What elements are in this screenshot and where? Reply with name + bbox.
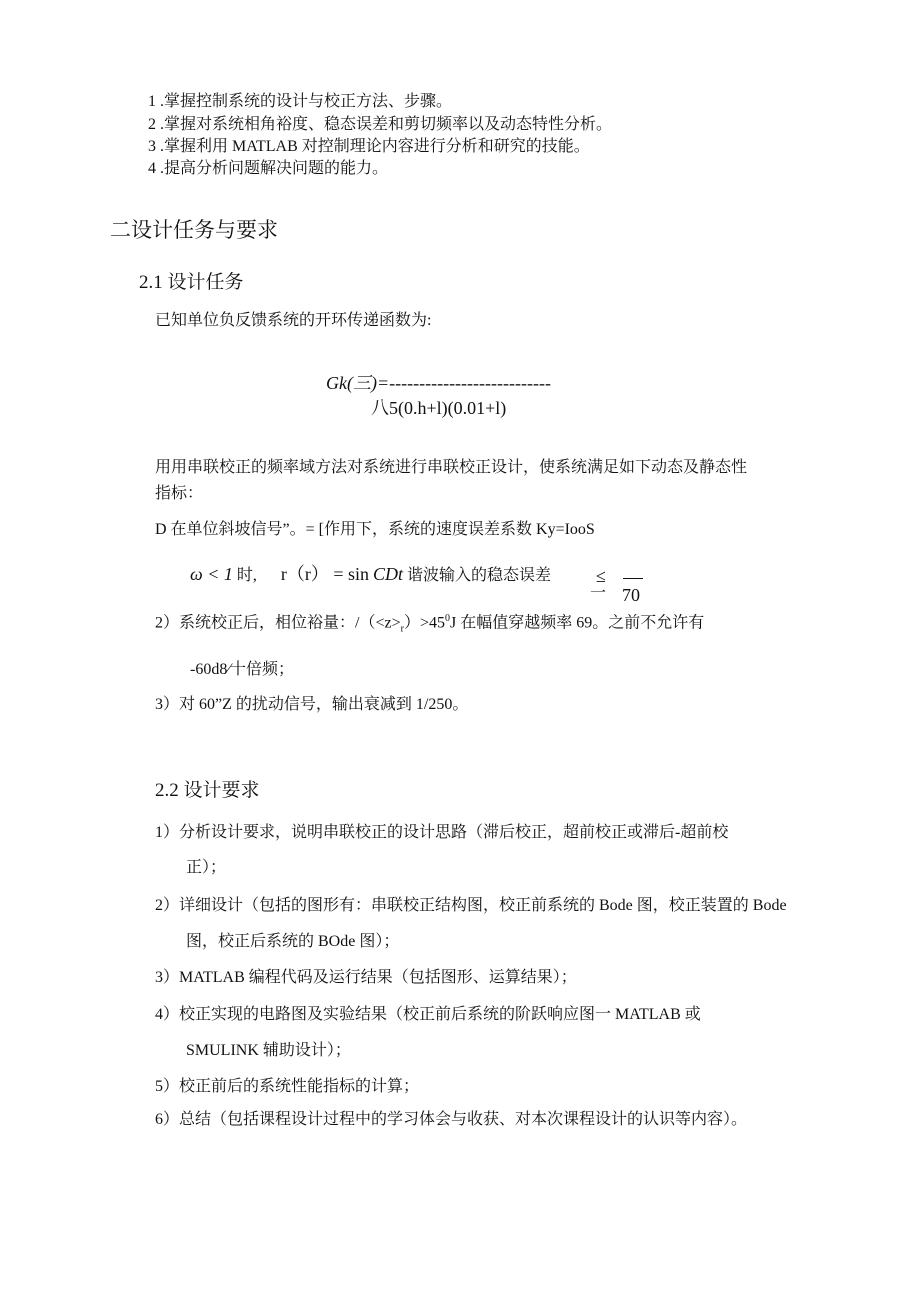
harmonic-text: 谐波输入的稳态误差	[407, 567, 552, 584]
fraction-line	[623, 578, 643, 579]
requirement-2	[155, 609, 704, 640]
design-req-3: 3）MATLAB 编程代码及运行结果（包括图形、运算结果）；	[155, 969, 577, 986]
objective-item-3: 3 .掌握利用 MATLAB 对控制理论内容进行分析和研究的技能。	[148, 138, 590, 155]
design-req-1-cont: 正）；	[186, 859, 227, 876]
formula-numerator	[326, 372, 551, 394]
objective-item-4: 4 .提高分析问题解决问题的能力。	[148, 160, 389, 177]
design-req-1: 1）分析设计要求，说明串联校正的设计思路（滞后校正，超前校正或滞后-超前校	[155, 824, 729, 841]
requirement-1: D 在单位斜坡信号”。= [作用下，系统的速度误差系数 Ky=IooS	[155, 521, 595, 538]
req2-part-b: ）>45	[403, 614, 445, 632]
requirement-1-harmonic	[190, 564, 551, 586]
req2-superscript: 0	[444, 613, 450, 624]
task-intro: 已知单位负反馈系统的开环传递函数为:	[155, 312, 432, 329]
dash-symbol: 一	[590, 585, 607, 602]
requirements-heading: 2.2 设计要求	[155, 780, 260, 801]
design-req-2: 2）详细设计（包括的图形有：串联校正结构图，校正前系统的 Bode 图，校正装置的 Bode	[155, 897, 787, 914]
req2-part-a: 2）系统校正后，相位裕量：/（<z>	[155, 614, 401, 632]
omega-condition: ω < 1	[190, 564, 233, 584]
r-expression: r（r） = sin	[280, 564, 370, 584]
task-heading: 2.1 设计任务	[139, 272, 244, 293]
design-req-4: 4）校正实现的电路图及实验结果（校正前后系统的阶跃响应图一 MATLAB 或	[155, 1006, 701, 1023]
design-req-6: 6）总结（包括课程设计过程中的学习体会与收获、对本次课程设计的认识等内容）。	[155, 1111, 748, 1128]
formula-numerator-text: Gk(三)=---------------------------	[326, 373, 551, 393]
task-paragraph-line-2: 指标：	[155, 485, 204, 502]
objective-item-1: 1 .掌握控制系统的设计与校正方法、步骤。	[148, 93, 453, 110]
req2-part-c: J 在幅值穿越频率 69。之前不允许有	[449, 614, 705, 632]
design-req-5: 5）校正前后的系统性能指标的计算；	[155, 1078, 420, 1095]
section-title: 二设计任务与要求	[110, 218, 278, 242]
design-req-4-cont: SMULINK 辅助设计）；	[186, 1042, 351, 1059]
task-paragraph-line-1: 用用串联校正的频率域方法对系统进行串联校正设计，使系统满足如下动态及静态性	[155, 459, 748, 476]
requirement-3: 3）对 60”Z 的扰动信号，输出衰减到 1/250。	[155, 696, 469, 713]
req2-subscript: r	[400, 623, 404, 635]
requirement-2-continued: -60d8∕十倍频；	[190, 661, 295, 678]
objective-item-2: 2 .掌握对系统相角裕度、稳态误差和剪切频率以及动态特性分析。	[148, 116, 613, 133]
design-req-2-cont: 图，校正后系统的 BOde 图）；	[186, 933, 400, 950]
formula-denominator: 八5(0.h+l)(0.01+l)	[371, 398, 507, 418]
shi-text: 时,	[236, 567, 257, 584]
cdt-text: CDt	[373, 564, 404, 584]
leq-symbol: ≤	[596, 566, 606, 586]
value-70: 70	[622, 585, 640, 605]
